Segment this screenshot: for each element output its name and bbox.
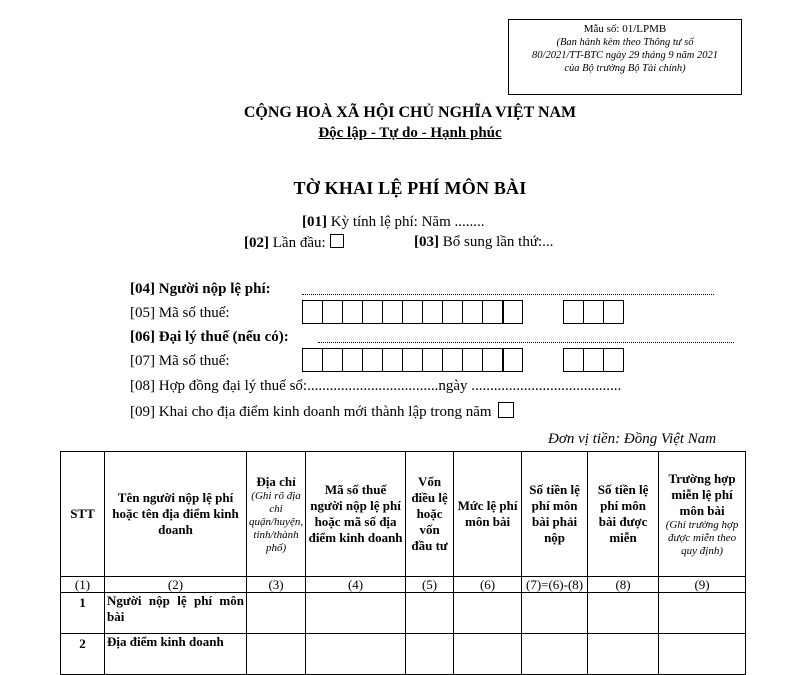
- column-number-row: [61, 577, 746, 593]
- header-exempt-case: [659, 452, 746, 577]
- column-number: (3): [247, 577, 306, 593]
- field-03-code: [03]: [414, 234, 439, 250]
- header-name: Tên người nộp lệ phí hoặc tên địa điểm kinh doanh: [105, 452, 247, 577]
- field-09-label: [09] Khai cho địa điểm kinh doanh mới thành lập trong năm: [130, 404, 492, 420]
- table-cell[interactable]: [588, 593, 659, 634]
- column-number: (7)=(6)-(8): [522, 577, 588, 593]
- header-stt: STT: [61, 452, 105, 577]
- agent-tax-code-boxes[interactable]: [302, 348, 522, 372]
- form-issuance-line-1: (Ban hành kèm theo Thông tư số: [556, 37, 694, 48]
- currency-unit: Đơn vị tiền: Đồng Việt Nam: [548, 431, 717, 447]
- column-number: (4): [306, 577, 406, 593]
- table-cell[interactable]: [588, 634, 659, 675]
- table-cell[interactable]: [306, 593, 406, 634]
- form-issuance-line-3: của Bộ trưởng Bộ Tài chính): [564, 63, 686, 74]
- table-cell[interactable]: [406, 593, 454, 634]
- country-name: CỘNG HOÀ XÃ HỘI CHỦ NGHĨA VIỆT NAM: [243, 104, 577, 121]
- motto: [200, 125, 620, 142]
- field-08-label[interactable]: [08] Hợp đồng đại lý thuế số:...................................ngày ........................................: [130, 378, 622, 394]
- form-issuance-line-2: 80/2021/TT-BTC ngày 29 tháng 9 năm 2021: [532, 50, 718, 61]
- column-number: (9): [659, 577, 746, 593]
- first-time-checkbox[interactable]: [330, 234, 344, 248]
- fee-table: [60, 451, 746, 675]
- field-02-code: [02]: [244, 235, 269, 251]
- field-03: [414, 234, 553, 251]
- header-exempt: Số tiền lệ phí môn bài được miễn: [588, 452, 659, 577]
- row-label: Địa điểm kinh doanh: [105, 634, 247, 675]
- column-number: (1): [61, 577, 105, 593]
- payer-name-input[interactable]: [302, 284, 714, 295]
- field-06-label: [06] Đại lý thuế (nếu có):: [130, 329, 289, 345]
- agent-tax-code-suffix-boxes[interactable]: [563, 348, 623, 372]
- table-cell[interactable]: [659, 634, 746, 675]
- payer-tax-code-boxes[interactable]: [302, 300, 522, 324]
- field-02-text: Lần đầu:: [272, 235, 326, 251]
- header-payable: Số tiền lệ phí môn bài phải nộp: [522, 452, 588, 577]
- column-number: (8): [588, 577, 659, 593]
- header-rate: Mức lệ phí môn bài: [454, 452, 522, 577]
- table-row: [61, 593, 746, 634]
- form-code: Mẫu số: 01/LPMB: [583, 23, 667, 35]
- tax-agent-name-input[interactable]: [318, 332, 734, 343]
- new-location-checkbox[interactable]: [498, 402, 514, 418]
- header-address-title: Địa chỉ: [256, 473, 296, 489]
- field-02: [244, 234, 344, 252]
- header-address-note: (Ghi rõ địa chỉ quận/huyện, tỉnh/thành phố): [249, 489, 304, 554]
- field-01: [302, 214, 485, 231]
- field-07-label: [07] Mã số thuế:: [130, 353, 230, 369]
- row-label: Người nộp lệ phí môn bài: [105, 593, 247, 634]
- table-cell[interactable]: [454, 593, 522, 634]
- table-row: [61, 634, 746, 675]
- table-cell[interactable]: [522, 634, 588, 675]
- field-05-label: [05] Mã số thuế:: [130, 305, 230, 321]
- field-03-text[interactable]: Bổ sung lần thứ:...: [442, 234, 554, 250]
- table-cell[interactable]: [522, 593, 588, 634]
- table-cell[interactable]: [306, 634, 406, 675]
- table-cell[interactable]: [247, 593, 306, 634]
- header-capital: Vốn điều lệ hoặc vốn đầu tư: [406, 452, 454, 577]
- table-header-row: [61, 452, 746, 577]
- row-stt: 1: [61, 593, 105, 634]
- field-01-code: [01]: [302, 214, 327, 230]
- field-04-label: [04] Người nộp lệ phí:: [130, 281, 271, 297]
- table-cell[interactable]: [659, 593, 746, 634]
- column-number: (2): [105, 577, 247, 593]
- header-exempt-case-title: Trường hợp miễn lệ phí môn bài: [668, 470, 736, 518]
- field-09: [130, 402, 514, 421]
- header-exempt-case-note: (Ghi trường hợp được miễn theo quy định): [665, 518, 739, 557]
- column-number: (5): [406, 577, 454, 593]
- table-cell[interactable]: [247, 634, 306, 675]
- row-stt: 2: [61, 634, 105, 675]
- column-number: (6): [454, 577, 522, 593]
- header-address: [247, 452, 306, 577]
- header-tax-code: Mã số thuế người nộp lệ phí hoặc mã số địa điểm kinh doanh: [306, 452, 406, 577]
- field-01-text[interactable]: Kỳ tính lệ phí: Năm ........: [330, 214, 485, 230]
- motto-text: Độc lập - Tự do - Hạnh phúc: [318, 125, 502, 141]
- table-cell[interactable]: [454, 634, 522, 675]
- form-number-box: [508, 19, 742, 95]
- payer-tax-code-suffix-boxes[interactable]: [563, 300, 623, 324]
- table-cell[interactable]: [406, 634, 454, 675]
- document-title: TỜ KHAI LỆ PHÍ MÔN BÀI: [293, 178, 527, 198]
